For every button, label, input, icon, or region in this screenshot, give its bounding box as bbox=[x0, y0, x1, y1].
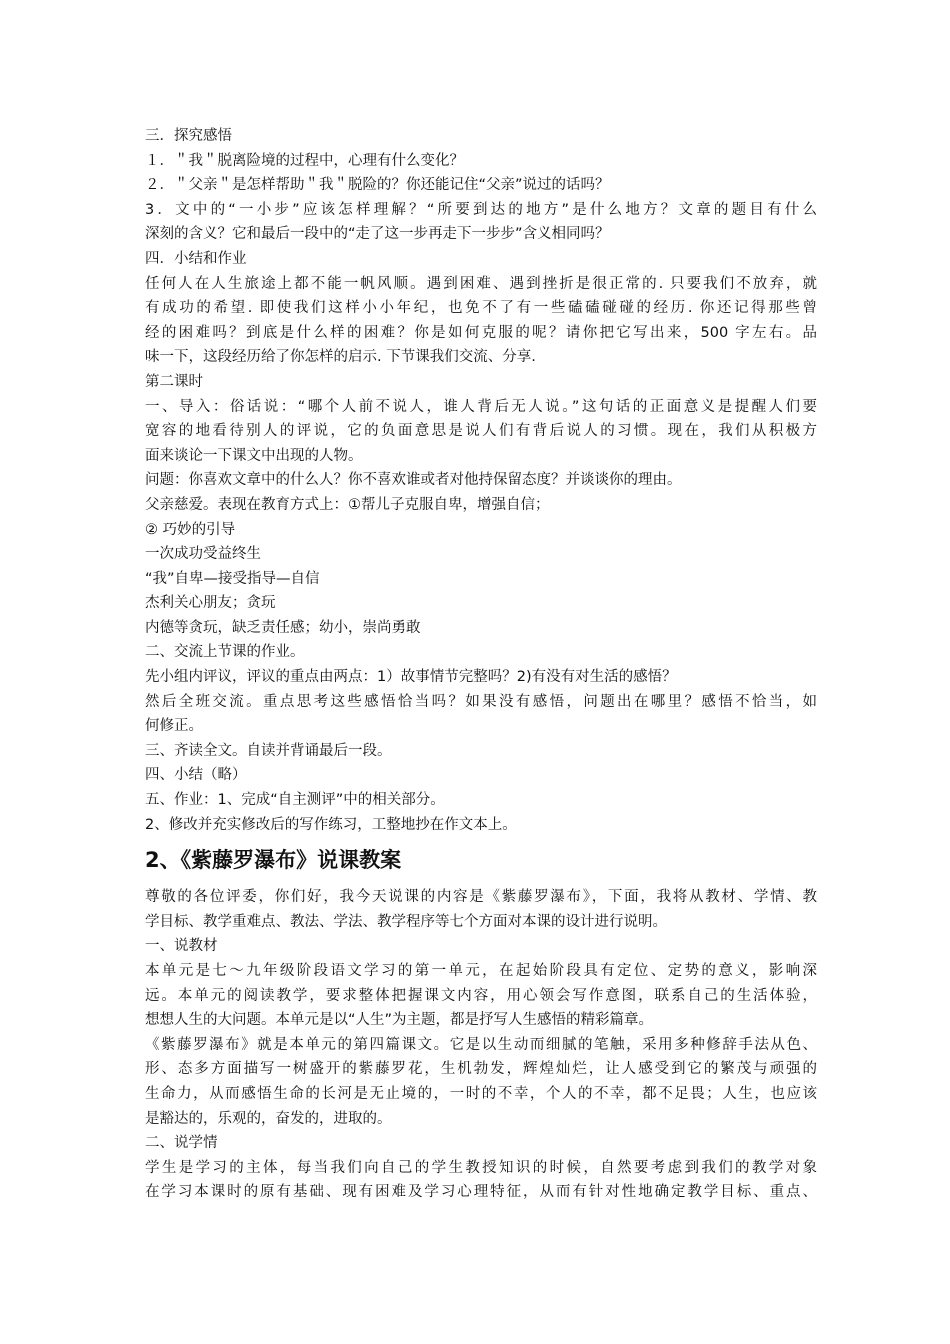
read-aloud: 三、齐读全文。自读并背诵最后一段。 bbox=[145, 742, 392, 759]
paragraph-line: 何修正。 bbox=[145, 718, 203, 735]
question-line: 问题：你喜欢文章中的什么人？你不喜欢谁或者对他持保留态度？并谈谈你的理由。 bbox=[145, 472, 682, 489]
lesson-title: 第二课时 bbox=[145, 373, 203, 390]
paragraph-line: 学生是学习的主体，每当我们向自己的学生教授知识的时候，自然要考虑到我们的教学对象 bbox=[145, 1159, 817, 1176]
character-success: 一次成功受益终生 bbox=[145, 546, 261, 563]
group-review: 先小组内评议，评议的重点由两点：1）故事情节完整吗？2)有没有对生活的感悟？ bbox=[145, 669, 677, 686]
paragraph-line: 《紫藤罗瀑布》就是本单元的第四篇课文。它是以生动而细腻的笔触，采用多种修辞手法从色、 bbox=[145, 1036, 817, 1053]
lesson-plan-heading: 2、《紫藤罗瀑布》说课教案 bbox=[145, 848, 402, 873]
paragraph-line: 一、导入：俗话说：“哪个人前不说人，谁人背后无人说。”这句话的正面意义是提醒人们要 bbox=[145, 398, 817, 415]
paragraph-line: 有成功的希望. 即使我们这样小小年纪，也免不了有一些磕磕碰碰的经历. 你还记得那些曾 bbox=[145, 300, 817, 317]
document-page bbox=[145, 124, 817, 1205]
summary: 四、小结（略） bbox=[145, 767, 247, 784]
character-jerry: 杰利关心朋友；贪玩 bbox=[145, 595, 276, 612]
question-3-line-2: 深刻的含义？它和最后一段中的“走了这一步再走下一步步”含义相同吗？ bbox=[145, 226, 610, 243]
question-1: １．＂我＂脱离险境的过程中，心理有什么变化？ bbox=[145, 152, 464, 169]
section-title: 三．探究感悟 bbox=[145, 128, 232, 144]
subsection-title: 一、说教材 bbox=[145, 938, 218, 955]
paragraph-line: 学目标、教学重难点、教法、学法、教学程序等七个方面对本课的设计进行说明。 bbox=[145, 913, 667, 930]
question-3-line-1: 3．文中的“一小步”应该怎样理解？“所要到达的地方”是什么地方？文章的题目有什么 bbox=[145, 201, 817, 218]
exchange-title: 二、交流上节课的作业。 bbox=[145, 644, 305, 661]
paragraph-line: 宽容的地看待别人的评说，它的负面意思是说人们有背后说人的习惯。现在，我们从积极方 bbox=[145, 423, 817, 440]
homework-1: 五、作业：1、完成“自主测评”中的相关部分。 bbox=[145, 792, 445, 809]
paragraph-line: 形、态多方面描写一树盛开的紫藤罗花，生机勃发，辉煌灿烂，让人感受到它的繁茂与顽强的 bbox=[145, 1061, 817, 1078]
subsection-title: 二、说学情 bbox=[145, 1135, 218, 1152]
paragraph-line: 尊敬的各位评委，你们好，我今天说课的内容是《紫藤罗瀑布》，下面，我将从教材、学情、教 bbox=[145, 889, 817, 906]
paragraph-line: 本单元是七～九年级阶段语文学习的第一单元，在起始阶段具有定位、定势的意义，影响深 bbox=[145, 963, 817, 979]
question-2: ２．＂父亲＂是怎样帮助＂我＂脱险的？你还能记住“父亲”说过的话吗？ bbox=[145, 177, 610, 194]
character-guide: ② 巧妙的引导 bbox=[145, 521, 236, 538]
paragraph-line: 是豁达的，乐观的，奋发的，进取的。 bbox=[145, 1110, 392, 1127]
paragraph-line: 任何人在人生旅途上都不能一帆风顺。遇到困难、遇到挫折是很正常的. 只要我们不放弃，就 bbox=[145, 275, 817, 292]
paragraph-line: 经的困难吗？到底是什么样的困难？你是如何克服的呢？请你把它写出来，500 字左右。品 bbox=[145, 324, 817, 341]
paragraph-line: 然后全班交流。重点思考这些感悟恰当吗？如果没有感悟，问题出在哪里？感悟不恰当，如 bbox=[145, 693, 817, 710]
paragraph-line: 想想人生的大问题。本单元是以“人生”为主题，都是抒写人生感悟的精彩篇章。 bbox=[145, 1012, 654, 1029]
paragraph-line: 味一下，这段经历给了你怎样的启示. 下节课我们交流、分享. bbox=[145, 349, 536, 366]
character-ned: 内德等贪玩，缺乏责任感；幼小，崇尚勇敢 bbox=[145, 619, 421, 636]
paragraph-line: 远。本单元的阅读教学，要求整体把握课文内容，用心领会写作意图，联系自己的生活体验， bbox=[145, 987, 817, 1004]
homework-2: 2、修改并充实修改后的写作练习，工整地抄在作文本上。 bbox=[145, 816, 517, 833]
section-title: 四．小结和作业 bbox=[145, 250, 247, 267]
character-me: “我”自卑—接受指导—自信 bbox=[145, 570, 320, 587]
paragraph-line: 生命力，从而感悟生命的长河是无止境的，一时的不幸，个人的不幸，都不足畏；人生，也应该 bbox=[145, 1085, 817, 1102]
paragraph-line: 面来谈论一下课文中出现的人物。 bbox=[145, 447, 363, 464]
paragraph-line: 在学习本课时的原有基础、现有困难及学习心理特征，从而有针对性地确定教学目标、重点、 bbox=[145, 1184, 817, 1201]
character-father: 父亲慈爱。表现在教育方式上：①帮儿子克服自卑，增强自信； bbox=[145, 496, 550, 513]
